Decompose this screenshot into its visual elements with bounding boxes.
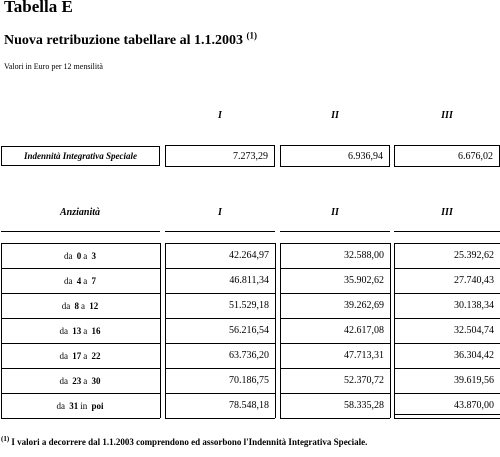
col-header-3b: III [441, 207, 453, 218]
table-cell: 42.617,08 [344, 325, 384, 336]
table-cell: 51.529,18 [229, 300, 269, 311]
table-row-label: da 23 a 30 [59, 375, 101, 386]
table-cell: 39.262,69 [344, 300, 384, 311]
table-cell: 43.870,00 [454, 400, 494, 411]
units-note: Valori in Euro per 12 mensilità [4, 62, 103, 71]
indennita-value-3: 6.676,02 [394, 145, 500, 167]
footnote [1, 437, 367, 447]
table-row-label: da 0 a 3 [64, 250, 96, 261]
table-cell: 39.619,56 [454, 375, 494, 386]
col-header-3: III [441, 110, 453, 121]
table-row-label: da 4 a 7 [64, 275, 96, 286]
table-cell: 63.736,20 [229, 350, 269, 361]
table-cell: 32.504,74 [454, 325, 494, 336]
table-cell: 78.548,18 [229, 400, 269, 411]
col-header-2b: II [331, 207, 339, 218]
table-cell: 70.186,75 [229, 375, 269, 386]
table-row-label: da 8 a 12 [61, 300, 99, 311]
table-cell: 46.811,34 [229, 275, 269, 286]
col-header-1b: I [218, 207, 222, 218]
table-cell: 32.588,00 [344, 250, 384, 261]
anzianita-header: Anzianità [59, 207, 101, 218]
footnote-ref: (1) [1, 435, 10, 443]
table-cell: 58.335,28 [344, 400, 384, 411]
table-cell: 35.902,62 [344, 275, 384, 286]
table-cell: 47.713,31 [344, 350, 384, 361]
indennita-value-2: 6.936,94 [280, 145, 390, 167]
table-cell: 52.370,72 [344, 375, 384, 386]
table-cell: 56.216,54 [229, 325, 269, 336]
table-cell: 42.264,97 [229, 250, 269, 261]
table-cell: 36.304,42 [454, 350, 494, 361]
col-header-1: I [218, 110, 222, 121]
table-cell: 25.392,62 [454, 250, 494, 261]
footnote-text: I valori a decorrere dal 1.1.2003 comprendono ed assorbono l'Indennità Integrativa Speciale. [11, 437, 368, 447]
indennita-label: Indennità Integrativa Speciale [1, 146, 160, 166]
table-row-label: da 17 a 22 [59, 350, 101, 361]
table-cell: 27.740,43 [454, 275, 494, 286]
indennita-value-1: 7.273,29 [165, 145, 275, 167]
table-title: Tabella E [4, 0, 73, 16]
subtitle-footnote-ref: (1) [246, 30, 258, 41]
col-header-2: II [331, 110, 339, 121]
subtitle-text: Nuova retribuzione tabellare al 1.1.2003 [4, 33, 244, 48]
table-row-label: da 31 in poi [56, 400, 104, 411]
table-cell: 30.138,34 [454, 300, 494, 311]
table-row-label: da 13 a 16 [59, 325, 101, 336]
